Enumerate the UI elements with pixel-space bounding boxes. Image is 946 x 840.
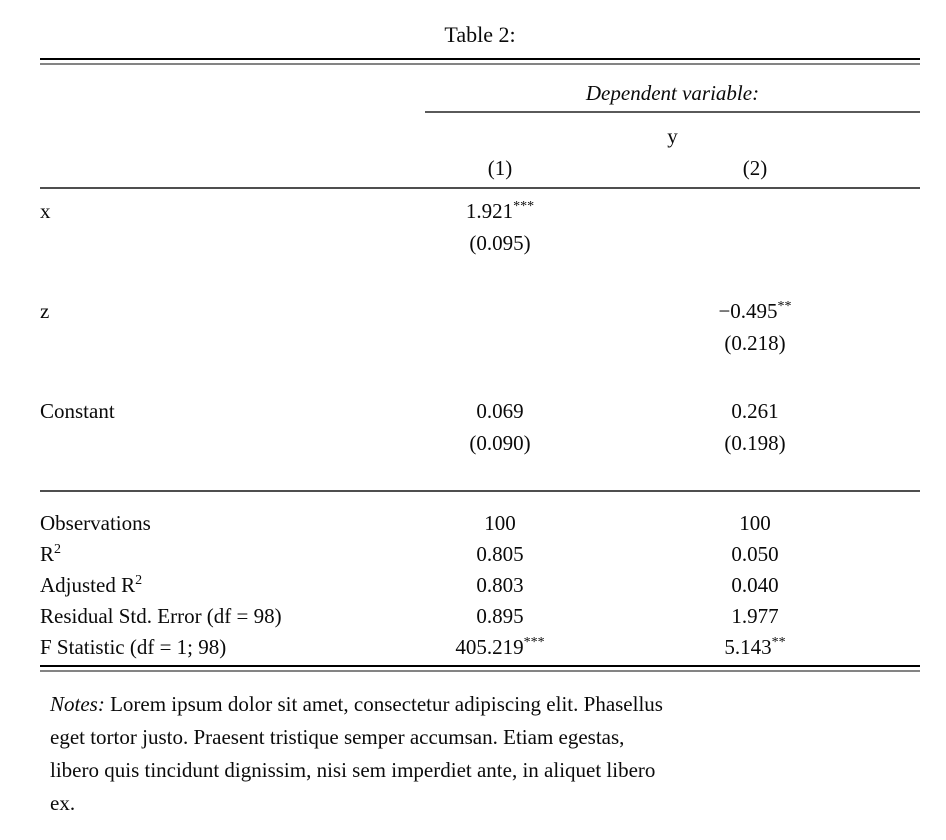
coef-value-col2: [615, 195, 895, 227]
significance-stars: **: [777, 299, 792, 314]
coef-value-col1: [385, 195, 615, 227]
se-col1: [385, 327, 615, 359]
se-col1: (0.090): [469, 431, 531, 455]
coef-estimate: 0.069: [476, 399, 524, 423]
coef-value-col2: [615, 295, 895, 327]
se-col1: (0.095): [469, 231, 531, 255]
column-label-spacer: [40, 153, 385, 183]
stat-value: 0.050: [731, 542, 779, 566]
stat-label: [40, 508, 385, 539]
stat-label-text: Residual Std. Error (df = 98): [40, 604, 282, 628]
stat-col1: [385, 508, 615, 539]
coef-value-col1: [385, 295, 615, 327]
coef-estimate: 1.921: [465, 199, 514, 223]
stat-row-observations: [40, 508, 920, 539]
stat-label-text: F Statistic (df = 1; 98): [40, 635, 227, 659]
notes-line-4: ex.: [50, 791, 76, 815]
stat-col2: [615, 570, 895, 601]
se-label-spacer: [40, 327, 385, 359]
significance-stars: ***: [523, 635, 545, 650]
coef-block-x: [40, 195, 920, 259]
coef-estimate: −0.495: [718, 299, 778, 323]
coef-block-constant: [40, 395, 920, 459]
se-label-spacer: [40, 427, 385, 459]
coef-block-z: [40, 295, 920, 359]
top-double-rule: [40, 58, 920, 65]
stat-label-sup: 2: [135, 573, 143, 588]
stat-col1: [385, 570, 615, 601]
coef-label: Constant: [40, 399, 115, 423]
table-caption: Table 2:: [444, 22, 516, 47]
table-content: [40, 0, 920, 820]
stat-row-adjusted-r2: [40, 570, 920, 601]
notes-line-1: [50, 688, 912, 721]
coef-row: [40, 195, 920, 227]
stat-value: 0.803: [476, 573, 524, 597]
se-row: [40, 327, 920, 359]
stats-section-rule: [40, 490, 920, 492]
coef-row: [40, 295, 920, 327]
notes-label: Notes:: [50, 692, 105, 716]
stat-row-f-statistic: [40, 632, 920, 663]
stat-col1: [385, 632, 615, 663]
coef-value-col2: [615, 395, 895, 427]
summary-statistics: [40, 508, 920, 663]
notes-text: Lorem ipsum dolor sit amet, consectetur adipiscing elit. Phasellus: [110, 692, 663, 716]
stat-value: 100: [739, 511, 771, 535]
stat-label-text: Observations: [40, 511, 151, 535]
column-numbers-row: [40, 153, 920, 183]
dependent-variable-header: Dependent variable:: [425, 65, 920, 113]
se-label-spacer: [40, 227, 385, 259]
stat-value: 405.219: [455, 635, 524, 659]
column-number-2: (2): [742, 156, 768, 180]
stat-value: 0.040: [731, 573, 779, 597]
se-row: [40, 227, 920, 259]
stat-value: 100: [484, 511, 516, 535]
stat-value: 5.143: [724, 635, 772, 659]
stat-label-text: Adjusted R: [40, 573, 136, 597]
se-col2: (0.198): [724, 431, 786, 455]
coef-label: x: [40, 199, 51, 223]
stat-col1: [385, 601, 615, 632]
stat-col1: [385, 539, 615, 570]
stat-label: [40, 601, 385, 632]
stat-label-text: R: [40, 542, 55, 566]
stat-col2: [615, 539, 895, 570]
notes-line-3: libero quis tincidunt dignissim, nisi sem imperdiet ante, in aliquet libero: [50, 758, 656, 782]
se-row: [40, 427, 920, 459]
stat-col2: [615, 632, 895, 663]
stat-col2: [615, 601, 895, 632]
coef-value-col1: [385, 395, 615, 427]
bottom-double-rule: [40, 665, 920, 672]
stat-value: 1.977: [731, 604, 779, 628]
notes-line-2: eget tortor justo. Praesent tristique semper accumsan. Etiam egestas,: [50, 725, 625, 749]
se-col2: (0.218): [724, 331, 786, 355]
stat-value: 0.895: [476, 604, 524, 628]
stat-label-sup: 2: [54, 542, 62, 557]
significance-stars: ***: [513, 199, 535, 214]
dependent-variable-name: y: [667, 124, 678, 148]
column-number-1: (1): [487, 156, 513, 180]
stat-value: 0.805: [476, 542, 524, 566]
stat-col2: [615, 508, 895, 539]
coef-row: [40, 395, 920, 427]
stat-label: [40, 570, 385, 601]
coef-label: z: [40, 299, 50, 323]
se-col2: [615, 227, 895, 259]
coef-estimate: 0.261: [731, 399, 779, 423]
significance-stars: **: [771, 635, 786, 650]
stat-label: [40, 632, 385, 663]
stat-label: [40, 539, 385, 570]
stat-row-r2: [40, 539, 920, 570]
header-rule: [40, 187, 920, 189]
stat-row-residual-std-error: [40, 601, 920, 632]
table-notes: [50, 688, 912, 820]
